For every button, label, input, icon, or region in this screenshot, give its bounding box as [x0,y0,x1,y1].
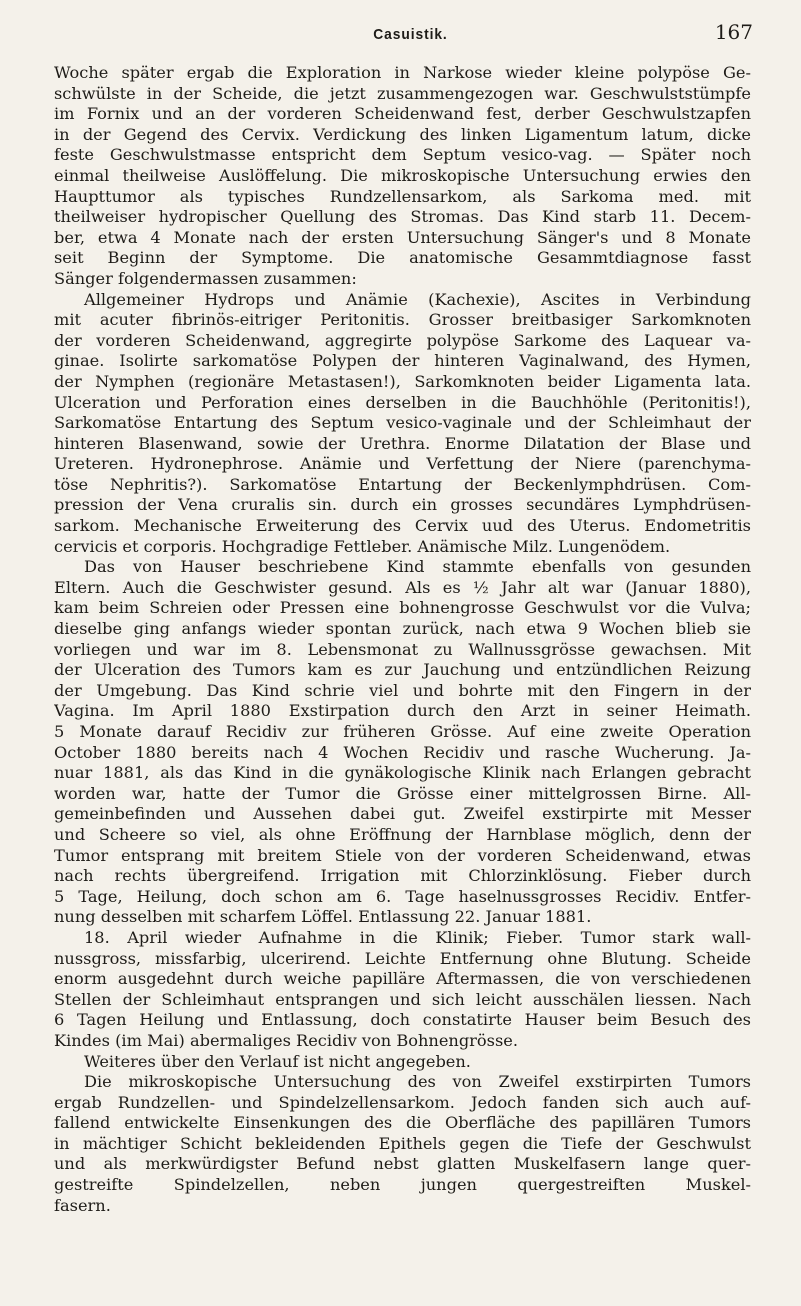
text-line: 6 Tagen Heilung und Entlassung, doch constatirte Hauser beim Besuch des [54,1010,751,1030]
text-line: nung desselben mit scharfem Löffel. Entlassung 22. Januar 1881. [54,907,592,927]
body-text [54,63,751,1216]
text-line: Stellen der Schleimhaut entsprangen und sich leicht ausschälen liessen. Nach [54,989,751,1009]
text-line: Allgemeiner Hydrops und Anämie (Kachexie), Ascites in Verbindung [84,289,751,309]
text-line: nussgross, missfarbig, ulcerirend. Leichte Entfernung ohne Blutung. Scheide [54,948,751,968]
text-line: und Scheere so viel, als ohne Eröffnung der Harnblase möglich, denn der [54,824,751,844]
text-line: Weiteres über den Verlauf ist nicht angegeben. [84,1051,471,1071]
text-line: der Nymphen (regionäre Metastasen!), Sarkomknoten beider Ligamenta lata. [54,371,751,391]
text-line: Ulceration und Perforation eines derselben in die Bauchhöhle (Peritonitis!), [54,392,751,412]
running-title: Casuistik. [373,26,448,43]
text-line: schwülste in der Scheide, die jetzt zusammengezogen war. Geschwulststümpfe [54,83,751,103]
text-line: 5 Monate darauf Recidiv zur früheren Grösse. Auf eine zweite Operation [54,722,751,741]
text-line: kam beim Schreien oder Pressen eine bohnengrosse Geschwulst vor die Vulva; [54,598,751,618]
text-line: feste Geschwulstmasse entspricht dem Septum vesico-vag. — Später noch [54,145,751,165]
text-line: der Umgebung. Das Kind schrie viel und bohrte mit den Fingern in der [54,680,751,700]
text-line: Ureteren. Hydronephrose. Anämie und Verfettung der Niere (parenchyma- [54,454,751,474]
text-line: hinteren Blasenwand, sowie der Urethra. Enorme Dilatation der Blase und [54,433,751,453]
text-line: Woche später ergab die Exploration in Narkose wieder kleine polypöse Ge- [54,63,751,82]
text-line: theilweiser hydropischer Quellung des Stromas. Das Kind starb 11. Decem- [54,207,751,227]
text-line: 18. April wieder Aufnahme in die Klinik; Fieber. Tumor stark wall- [84,927,751,947]
text-line: vorliegen und war im 8. Lebensmonat zu Wallnussgrösse gewachsen. Mit [54,639,751,659]
text-line: töse Nephritis?). Sarkomatöse Entartung der Beckenlymphdrüsen. Com- [54,474,751,494]
text-line: Vagina. Im April 1880 Exstirpation durch den Arzt in seiner Heimath. [54,701,751,721]
running-header [68,20,753,44]
text-line: mit acuter fibrinös-eitriger Peritonitis. Grosser breitbasiger Sarkomknoten [54,310,751,330]
text-line: sarkom. Mechanische Erweiterung des Cervix uud des Uterus. Endometritis [54,516,751,536]
text-line: 5 Tage, Heilung, doch schon am 6. Tage haselnussgrosses Recidiv. Entfer- [54,886,751,906]
text-line: Haupttumor als typisches Rundzellensarkom, als Sarkoma med. mit [54,186,751,206]
text-line: Das von Hauser beschriebene Kind stammte ebenfalls von gesunden [84,557,751,577]
text-line: nach rechts übergreifend. Irrigation mit Chlorzinklösung. Fieber durch [54,866,751,886]
text-line: Sänger folgendermassen zusammen: [54,268,357,288]
text-line: Sarkomatöse Entartung des Septum vesico-vaginale und der Schleimhaut der [54,413,751,433]
text-line: ginae. Isolirte sarkomatöse Polypen der hinteren Vaginalwand, des Hymen, [54,351,751,371]
text-line: im Fornix und an der vorderen Scheidenwand fest, derber Geschwulstzapfen [54,104,751,124]
text-line: gestreifte Spindelzellen, neben jungen quergestreiften Muskel- [54,1175,751,1195]
text-line: cervicis et corporis. Hochgradige Fettleber. Anämische Milz. Lungenödem. [54,536,671,556]
page-number: 167 [714,20,753,44]
text-line: gemeinbefinden und Aussehen dabei gut. Zweifel exstirpirte mit Messer [54,804,751,824]
text-line: enorm ausgedehnt durch weiche papilläre Aftermassen, die von verschiedenen [54,969,751,989]
text-line: seit Beginn der Symptome. Die anatomische Gesammtdiagnose fasst [54,248,751,268]
text-line: ber, etwa 4 Monate nach der ersten Untersuchung Sänger's und 8 Monate [54,227,751,247]
text-line: nuar 1881, als das Kind in die gynäkologische Klinik nach Erlangen gebracht [54,763,751,783]
text-line: in der Gegend des Cervix. Verdickung des linken Ligamentum latum, dicke [54,124,751,144]
text-line: October 1880 bereits nach 4 Wochen Recidiv und rasche Wucherung. Ja- [54,742,751,762]
text-line: Tumor entsprang mit breitem Stiele von der vorderen Scheidenwand, etwas [54,845,751,865]
text-line: der vorderen Scheidenwand, aggregirte polypöse Sarkome des Laquear va- [54,330,751,350]
text-line: der Ulceration des Tumors kam es zur Jauchung und entzündlichen Reizung [54,660,751,680]
text-line: dieselbe ging anfangs wieder spontan zurück, nach etwa 9 Wochen blieb sie [54,619,751,639]
text-line: Eltern. Auch die Geschwister gesund. Als es ½ Jahr alt war (Januar 1880), [54,577,751,597]
text-line: fallend entwickelte Einsenkungen des die Oberfläche des papillären Tumors [54,1113,751,1133]
text-line: worden war, hatte der Tumor die Grösse einer mittelgrossen Birne. All- [54,783,751,803]
text-line: Die mikroskopische Untersuchung des von Zweifel exstirpirten Tumors [84,1072,751,1092]
text-line: pression der Vena cruralis sin. durch ein grosses secundäres Lymphdrüsen- [54,495,751,515]
text-line: in mächtiger Schicht bekleidenden Epithels gegen die Tiefe der Geschwulst [54,1133,751,1153]
text-line: Kindes (im Mai) abermaliges Recidiv von Bohnengrösse. [54,1030,519,1050]
text-line: fasern. [54,1195,111,1215]
text-line: und als merkwürdigster Befund nebst glatten Muskelfasern lange quer- [54,1154,751,1174]
text-line: ergab Rundzellen- und Spindelzellensarkom. Jedoch fanden sich auch auf- [54,1092,751,1112]
text-line: einmal theilweise Auslöffelung. Die mikroskopische Untersuchung erwies den [54,165,751,185]
